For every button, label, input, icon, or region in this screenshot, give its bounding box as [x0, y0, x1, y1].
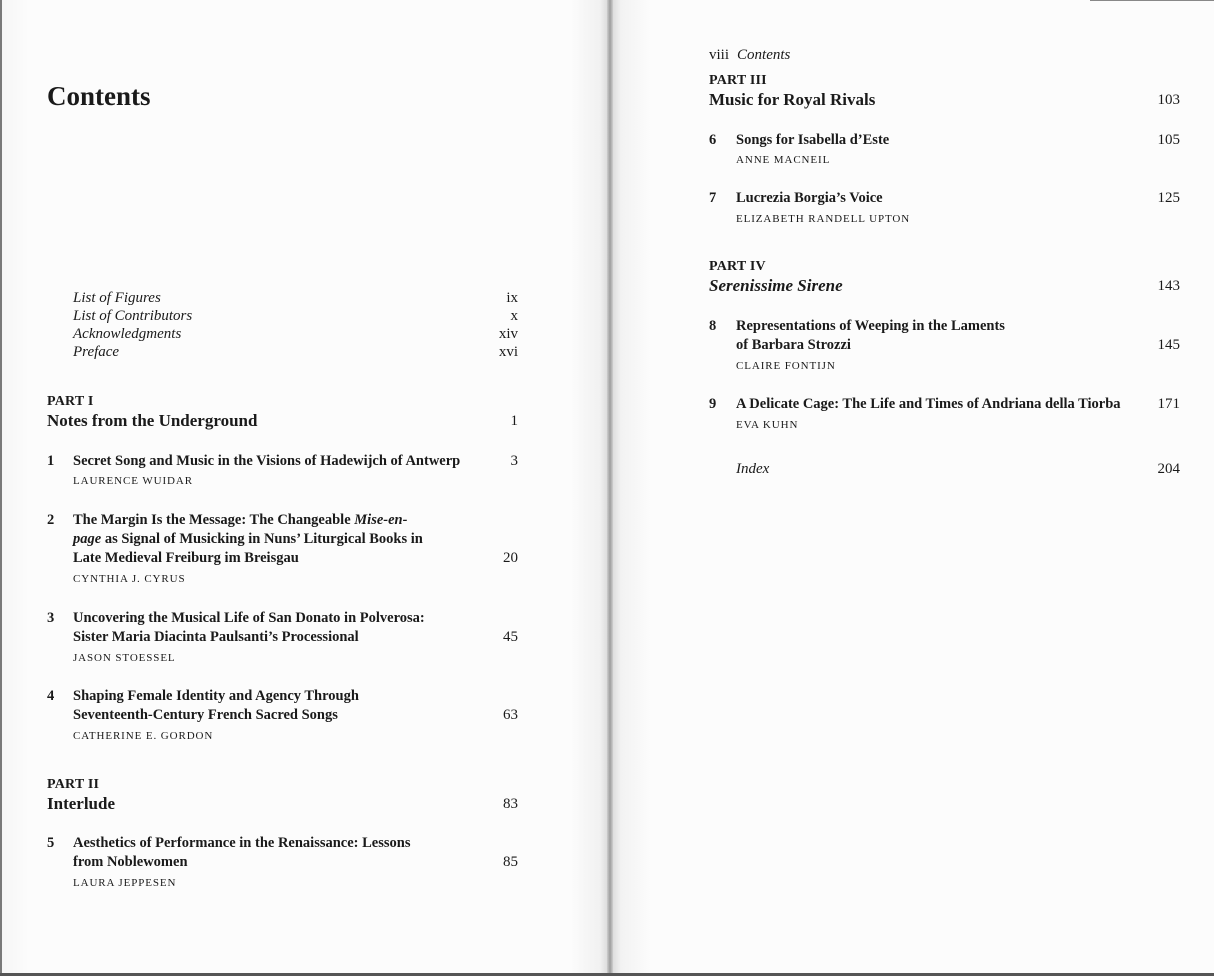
chapter-title-line[interactable]: Uncovering the Musical Life of San Donato in Polverosa:	[73, 610, 425, 626]
chapter-page-number: 45	[503, 629, 518, 645]
chapter-number: 4	[47, 688, 55, 704]
chapter-page-number: 63	[503, 707, 518, 723]
chapter-author: JASON STOESSEL	[73, 652, 176, 664]
running-head-title: Contents	[737, 47, 791, 63]
chapter-number: 5	[47, 835, 55, 851]
chapter-title[interactable]: Lucrezia Borgia’s Voice	[736, 190, 883, 206]
part-page-number: 1	[510, 413, 518, 429]
chapter-title-line[interactable]: of Barbara Strozzi	[736, 337, 851, 353]
chapter-author: ANNE MACNEIL	[736, 154, 831, 166]
chapter-title-line[interactable]: from Noblewomen	[73, 854, 188, 870]
chapter-page-number: 3	[510, 453, 518, 469]
chapter-title-italic: Mise-en-	[354, 512, 408, 528]
chapter-title-line[interactable]: Aesthetics of Performance in the Renaissance: Lessons	[73, 835, 411, 851]
contents-heading: Contents	[47, 81, 151, 111]
chapter-title-line[interactable]: Seventeenth-Century French Sacred Songs	[73, 707, 338, 723]
front-matter-item[interactable]: Acknowledgments	[73, 326, 182, 342]
chapter-title-line[interactable]: Sister Maria Diacinta Paulsanti’s Processional	[73, 629, 359, 645]
chapter-number: 7	[709, 190, 717, 206]
chapter-title[interactable]: Songs for Isabella d’Este	[736, 132, 890, 148]
chapter-page-number: 125	[1157, 190, 1180, 206]
part-label: PART II	[47, 777, 100, 792]
front-matter-page: xiv	[498, 326, 518, 342]
chapter-author: CLAIRE FONTIJN	[736, 360, 836, 372]
front-matter-page: ix	[506, 290, 518, 306]
chapter-author: ELIZABETH RANDELL UPTON	[736, 213, 911, 225]
chapter-title[interactable]: A Delicate Cage: The Life and Times of Andriana della Tiorba	[736, 396, 1121, 412]
front-matter-page: xvi	[498, 344, 518, 360]
chapter-page-number: 85	[503, 854, 518, 870]
chapter-title-text: as Signal of Musicking in Nuns’ Liturgical Books in	[101, 531, 423, 547]
chapter-title-line[interactable]: Shaping Female Identity and Agency Through	[73, 688, 359, 704]
front-matter-item[interactable]: List of Contributors	[73, 308, 193, 324]
chapter-title-line[interactable]: Representations of Weeping in the Laments	[736, 318, 1005, 334]
chapter-number: 1	[47, 453, 55, 469]
chapter-number: 3	[47, 610, 55, 626]
right-page	[611, 0, 1214, 976]
chapter-page-number: 171	[1157, 396, 1180, 412]
chapter-page-number: 145	[1157, 337, 1180, 353]
chapter-number: 8	[709, 318, 717, 334]
part-page-number: 103	[1157, 92, 1180, 108]
front-matter-item[interactable]: Preface	[73, 344, 120, 360]
chapter-author: LAURA JEPPESEN	[73, 877, 177, 889]
book-gutter	[607, 0, 613, 976]
part-title[interactable]: Music for Royal Rivals	[709, 90, 876, 109]
chapter-author: CATHERINE E. GORDON	[73, 730, 214, 742]
chapter-page-number: 20	[503, 550, 518, 566]
part-title[interactable]: Notes from the Underground	[47, 411, 258, 430]
chapter-number: 2	[47, 512, 55, 528]
index-page-number: 204	[1157, 461, 1180, 477]
chapter-title-text: The Margin Is the Message: The Changeable	[73, 512, 355, 528]
front-matter-page: x	[510, 308, 518, 324]
running-head	[709, 47, 790, 64]
chapter-title-line[interactable]: Late Medieval Freiburg im Breisgau	[73, 550, 299, 566]
chapter-title-line[interactable]	[73, 512, 407, 529]
chapter-title-line[interactable]	[73, 531, 423, 548]
chapter-author: CYNTHIA J. CYRUS	[73, 573, 186, 585]
part-label: PART IV	[709, 259, 766, 274]
folio: viii	[709, 47, 730, 63]
part-label: PART III	[709, 73, 767, 88]
part-title[interactable]: Interlude	[47, 794, 115, 813]
part-title[interactable]: Serenissime Sirene	[709, 276, 843, 295]
chapter-title-italic: page	[73, 531, 102, 547]
part-label: PART I	[47, 394, 94, 409]
page-edge-top	[1090, 0, 1214, 1]
chapter-number: 6	[709, 132, 717, 148]
chapter-title[interactable]: Secret Song and Music in the Visions of Hadewijch of Antwerp	[73, 453, 461, 469]
index-link[interactable]: Index	[736, 461, 770, 477]
chapter-author: EVA KUHN	[736, 419, 799, 431]
chapter-page-number: 105	[1157, 132, 1180, 148]
chapter-author: LAURENCE WUIDAR	[73, 475, 193, 487]
part-page-number: 83	[503, 796, 518, 812]
front-matter-item[interactable]: List of Figures	[73, 290, 161, 306]
chapter-number: 9	[709, 396, 717, 412]
part-page-number: 143	[1157, 278, 1180, 294]
page-edge-left	[0, 0, 2, 976]
